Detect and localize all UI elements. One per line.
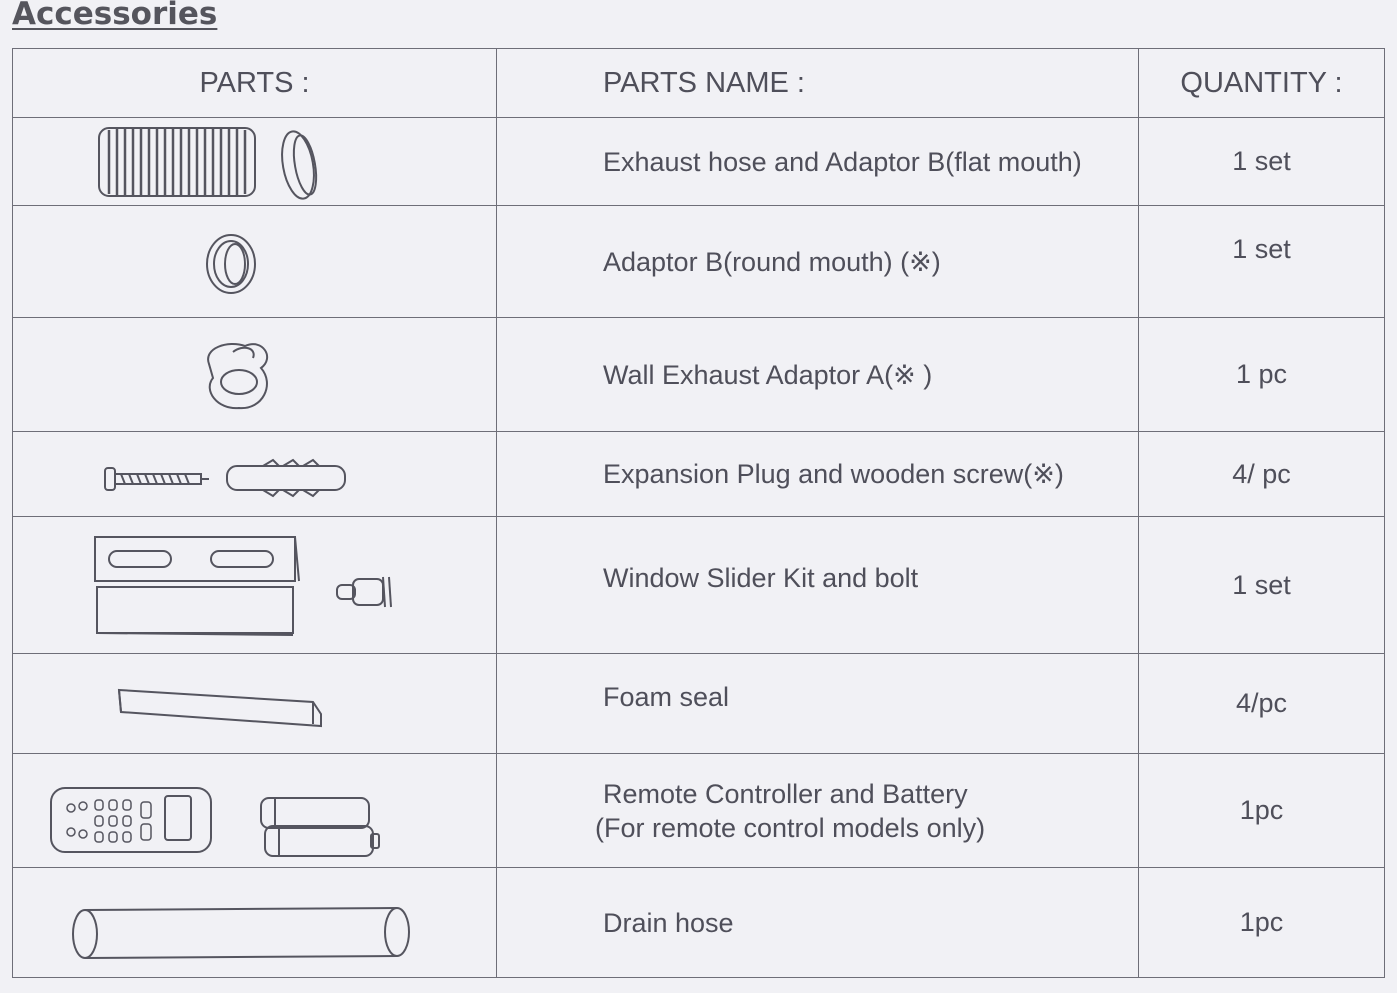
wall-exhaust-adaptor-icon	[13, 318, 497, 432]
part-image-cell	[13, 517, 497, 654]
part-quantity-cell: 1 set	[1139, 118, 1385, 206]
part-name-cell: Exhaust hose and Adaptor B(flat mouth)	[497, 118, 1139, 206]
exhaust-hose-and-adaptor-icon	[13, 118, 497, 206]
part-name-cell: Window Slider Kit and bolt	[497, 517, 1139, 654]
part-quantity-cell: 4/ pc	[1139, 432, 1385, 517]
drain-hose-icon	[13, 868, 497, 978]
table-row	[13, 517, 1385, 654]
header-quantity: QUANTITY :	[1139, 49, 1385, 118]
part-quantity-cell: 1pc	[1139, 754, 1385, 868]
remote-controller-battery-icon	[13, 754, 497, 868]
foam-seal-icon	[13, 654, 497, 754]
table-row	[13, 868, 1385, 978]
accessories-table	[12, 48, 1385, 978]
part-name-cell: Adaptor B(round mouth) (※)	[497, 206, 1139, 318]
part-image-cell	[13, 318, 497, 432]
part-quantity-cell: 1pc	[1139, 868, 1385, 978]
part-name-cell: Expansion Plug and wooden screw(※)	[497, 432, 1139, 517]
part-image-cell	[13, 118, 497, 206]
part-name-cell: Wall Exhaust Adaptor A(※ )	[497, 318, 1139, 432]
part-image-cell	[13, 868, 497, 978]
part-name-cell: Foam seal	[497, 654, 1139, 754]
table-row	[13, 206, 1385, 318]
adaptor-round-mouth-icon	[13, 206, 497, 318]
window-slider-kit-icon	[13, 517, 497, 654]
table-row	[13, 754, 1385, 868]
table-row	[13, 654, 1385, 754]
table-row	[13, 318, 1385, 432]
part-image-cell	[13, 654, 497, 754]
header-parts-name: PARTS NAME :	[497, 49, 1139, 118]
header-parts: PARTS :	[13, 49, 497, 118]
table-header-row	[13, 49, 1385, 118]
table-row	[13, 118, 1385, 206]
part-quantity-cell: 4/pc	[1139, 654, 1385, 754]
part-image-cell	[13, 432, 497, 517]
part-image-cell	[13, 754, 497, 868]
screw-and-plug-icon	[13, 432, 497, 517]
part-image-cell	[13, 206, 497, 318]
part-name-cell	[497, 754, 1139, 868]
table-row	[13, 432, 1385, 517]
part-name-line2: (For remote control models only)	[595, 812, 986, 843]
part-quantity-cell: 1 pc	[1139, 318, 1385, 432]
part-quantity-cell: 1 set	[1139, 517, 1385, 654]
page-title: Accessories	[12, 0, 218, 32]
part-name-cell: Drain hose	[497, 868, 1139, 978]
part-quantity-cell: 1 set	[1139, 206, 1385, 318]
part-name-line1: Remote Controller and Battery	[603, 778, 968, 809]
